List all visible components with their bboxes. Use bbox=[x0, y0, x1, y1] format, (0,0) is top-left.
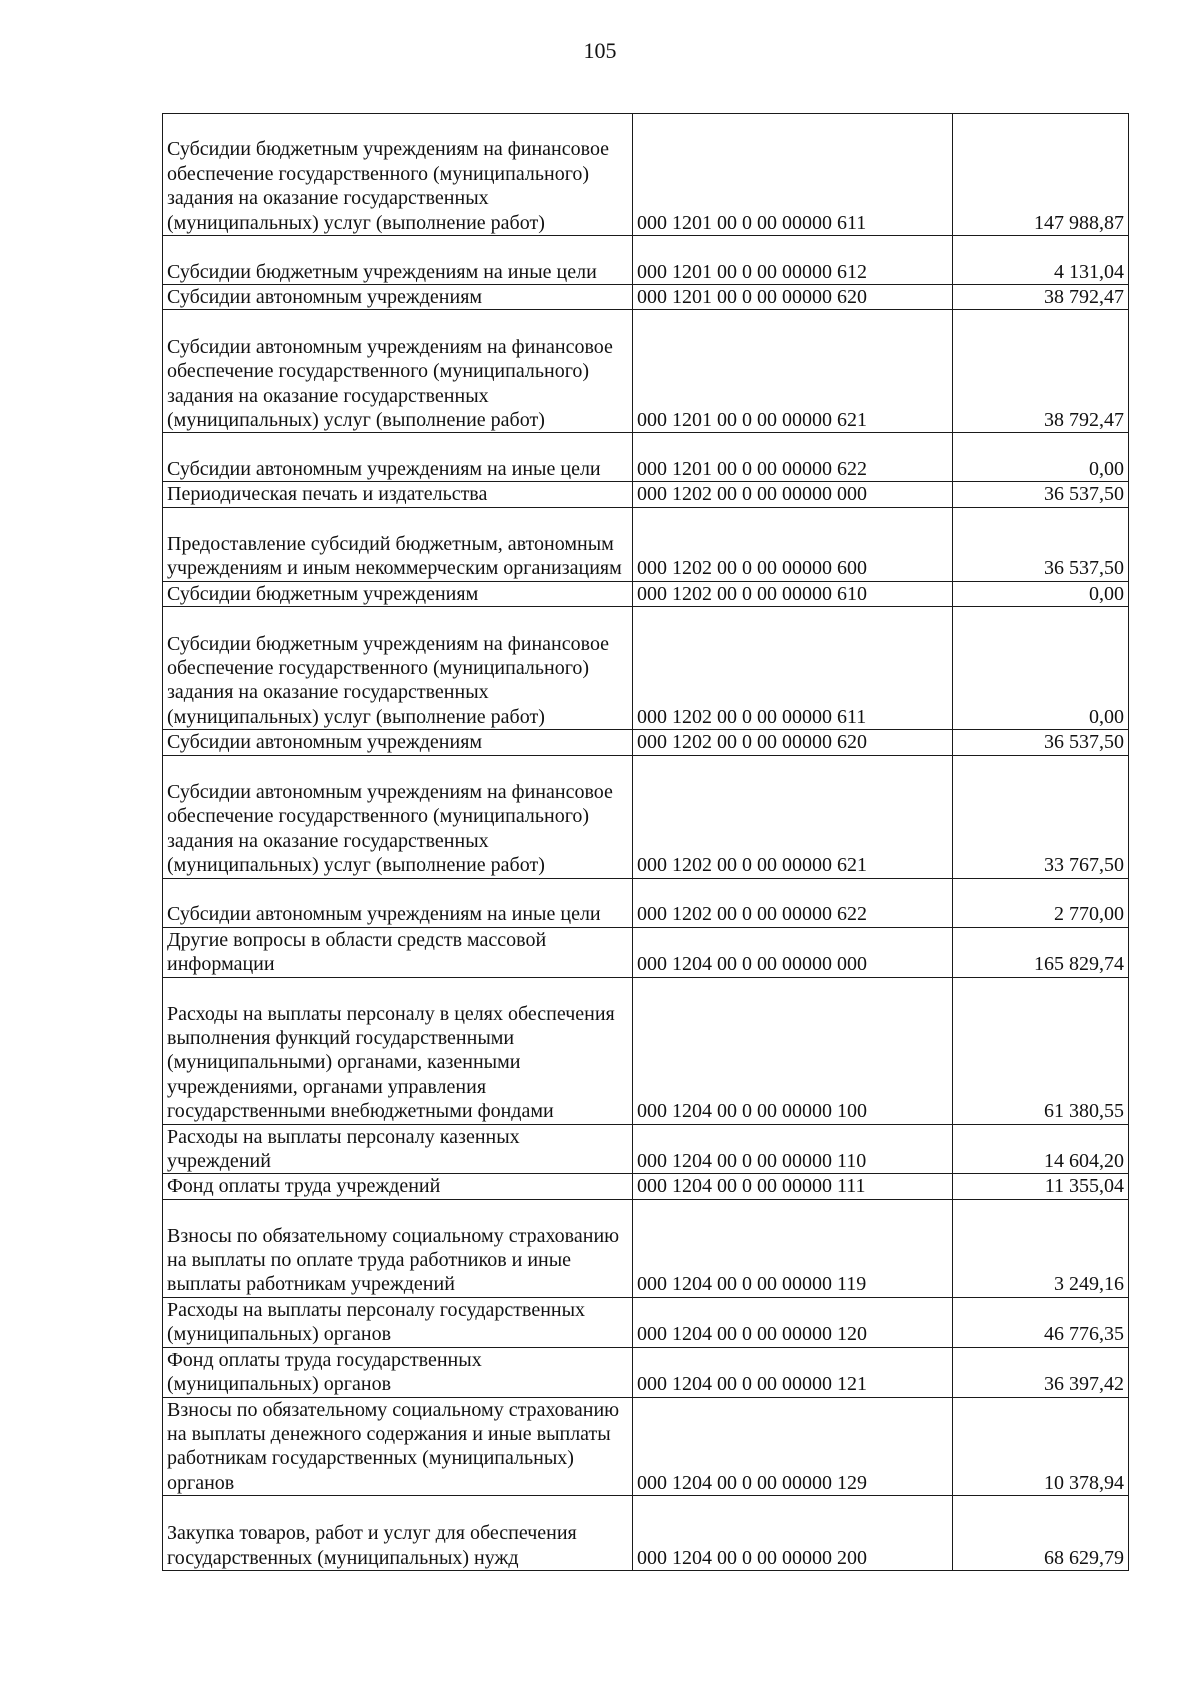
table-row bbox=[163, 1124, 1129, 1174]
row-code: 000 1204 00 0 00 00000 110 bbox=[633, 1124, 953, 1174]
row-name: Предоставление субсидий бюджетным, автономным учреждениям и иным некоммерческим организациям bbox=[163, 507, 633, 581]
row-name: Расходы на выплаты персоналу государственных (муниципальных) органов bbox=[163, 1297, 633, 1347]
row-name: Взносы по обязательному социальному страхованию на выплаты денежного содержания и иные выплаты работникам государственных (муниципальных) органов bbox=[163, 1397, 633, 1496]
table-row bbox=[163, 581, 1129, 606]
row-amount: 68 629,79 bbox=[953, 1496, 1129, 1571]
row-name: Фонд оплаты труда учреждений bbox=[163, 1174, 633, 1199]
table-row bbox=[163, 310, 1129, 433]
row-name: Субсидии автономным учреждениям на финансовое обеспечение государственного (муниципального) задания на оказание государственных (муниципальных) услуг (выполнение работ) bbox=[163, 310, 633, 433]
row-name: Расходы на выплаты персоналу в целях обеспечения выполнения функций государственными (муниципальными) органами, казенными учреждениями, органами управления государственными внебюджетными фондами bbox=[163, 977, 633, 1124]
row-name: Взносы по обязательному социальному страхованию на выплаты по оплате труда работников и иные выплаты работникам учреждений bbox=[163, 1199, 633, 1297]
row-code: 000 1201 00 0 00 00000 622 bbox=[633, 433, 953, 482]
table-row bbox=[163, 878, 1129, 927]
table-row bbox=[163, 1347, 1129, 1397]
row-amount: 38 792,47 bbox=[953, 310, 1129, 433]
row-amount: 61 380,55 bbox=[953, 977, 1129, 1124]
row-code: 000 1202 00 0 00 00000 610 bbox=[633, 581, 953, 606]
table-row bbox=[163, 236, 1129, 285]
row-name: Периодическая печать и издательства bbox=[163, 482, 633, 507]
row-code: 000 1202 00 0 00 00000 622 bbox=[633, 878, 953, 927]
row-code: 000 1201 00 0 00 00000 611 bbox=[633, 114, 953, 236]
row-amount: 3 249,16 bbox=[953, 1199, 1129, 1297]
row-name: Субсидии бюджетным учреждениям bbox=[163, 581, 633, 606]
row-code: 000 1204 00 0 00 00000 111 bbox=[633, 1174, 953, 1199]
row-amount: 0,00 bbox=[953, 607, 1129, 730]
row-code: 000 1201 00 0 00 00000 620 bbox=[633, 285, 953, 310]
table-row bbox=[163, 1397, 1129, 1496]
table-row bbox=[163, 977, 1129, 1124]
row-amount: 38 792,47 bbox=[953, 285, 1129, 310]
table-row bbox=[163, 755, 1129, 878]
row-amount: 14 604,20 bbox=[953, 1124, 1129, 1174]
row-code: 000 1204 00 0 00 00000 100 bbox=[633, 977, 953, 1124]
table-row bbox=[163, 482, 1129, 507]
row-code: 000 1204 00 0 00 00000 119 bbox=[633, 1199, 953, 1297]
table-row bbox=[163, 1297, 1129, 1347]
table-row bbox=[163, 607, 1129, 730]
row-amount: 2 770,00 bbox=[953, 878, 1129, 927]
row-amount: 147 988,87 bbox=[953, 114, 1129, 236]
row-amount: 4 131,04 bbox=[953, 236, 1129, 285]
row-name: Субсидии бюджетным учреждениям на финансовое обеспечение государственного (муниципального) задания на оказание государственных (муниципальных) услуг (выполнение работ) bbox=[163, 607, 633, 730]
row-code: 000 1202 00 0 00 00000 620 bbox=[633, 730, 953, 755]
row-code: 000 1202 00 0 00 00000 000 bbox=[633, 482, 953, 507]
table-row bbox=[163, 433, 1129, 482]
row-code: 000 1204 00 0 00 00000 121 bbox=[633, 1347, 953, 1397]
row-code: 000 1204 00 0 00 00000 129 bbox=[633, 1397, 953, 1496]
row-name: Субсидии бюджетным учреждениям на финансовое обеспечение государственного (муниципального) задания на оказание государственных (муниципальных) услуг (выполнение работ) bbox=[163, 114, 633, 236]
row-amount: 33 767,50 bbox=[953, 755, 1129, 878]
row-name: Субсидии автономным учреждениям bbox=[163, 285, 633, 310]
table-row bbox=[163, 1174, 1129, 1199]
row-name: Субсидии автономным учреждениям bbox=[163, 730, 633, 755]
row-amount: 11 355,04 bbox=[953, 1174, 1129, 1199]
row-code: 000 1204 00 0 00 00000 200 bbox=[633, 1496, 953, 1571]
row-name: Субсидии автономным учреждениям на иные цели bbox=[163, 878, 633, 927]
row-amount: 0,00 bbox=[953, 433, 1129, 482]
row-amount: 165 829,74 bbox=[953, 927, 1129, 977]
row-code: 000 1202 00 0 00 00000 621 bbox=[633, 755, 953, 878]
row-amount: 10 378,94 bbox=[953, 1397, 1129, 1496]
row-code: 000 1204 00 0 00 00000 000 bbox=[633, 927, 953, 977]
row-amount: 36 537,50 bbox=[953, 730, 1129, 755]
table-row bbox=[163, 1199, 1129, 1297]
row-name: Расходы на выплаты персоналу казенных учреждений bbox=[163, 1124, 633, 1174]
table-row bbox=[163, 507, 1129, 581]
budget-table bbox=[162, 113, 1129, 1571]
row-name: Субсидии автономным учреждениям на финансовое обеспечение государственного (муниципального) задания на оказание государственных (муниципальных) услуг (выполнение работ) bbox=[163, 755, 633, 878]
row-code: 000 1202 00 0 00 00000 600 bbox=[633, 507, 953, 581]
row-name: Фонд оплаты труда государственных (муниципальных) органов bbox=[163, 1347, 633, 1397]
row-amount: 36 537,50 bbox=[953, 482, 1129, 507]
page-number: 105 bbox=[583, 38, 617, 63]
row-amount: 0,00 bbox=[953, 581, 1129, 606]
table-row bbox=[163, 285, 1129, 310]
row-name: Закупка товаров, работ и услуг для обеспечения государственных (муниципальных) нужд bbox=[163, 1496, 633, 1571]
table-row bbox=[163, 114, 1129, 236]
row-code: 000 1201 00 0 00 00000 621 bbox=[633, 310, 953, 433]
table-row bbox=[163, 1496, 1129, 1571]
row-code: 000 1204 00 0 00 00000 120 bbox=[633, 1297, 953, 1347]
row-code: 000 1202 00 0 00 00000 611 bbox=[633, 607, 953, 730]
row-amount: 46 776,35 bbox=[953, 1297, 1129, 1347]
table-row bbox=[163, 927, 1129, 977]
row-amount: 36 537,50 bbox=[953, 507, 1129, 581]
table-row bbox=[163, 730, 1129, 755]
row-name: Субсидии автономным учреждениям на иные цели bbox=[163, 433, 633, 482]
row-code: 000 1201 00 0 00 00000 612 bbox=[633, 236, 953, 285]
row-amount: 36 397,42 bbox=[953, 1347, 1129, 1397]
row-name: Субсидии бюджетным учреждениям на иные цели bbox=[163, 236, 633, 285]
row-name: Другие вопросы в области средств массовой информации bbox=[163, 927, 633, 977]
